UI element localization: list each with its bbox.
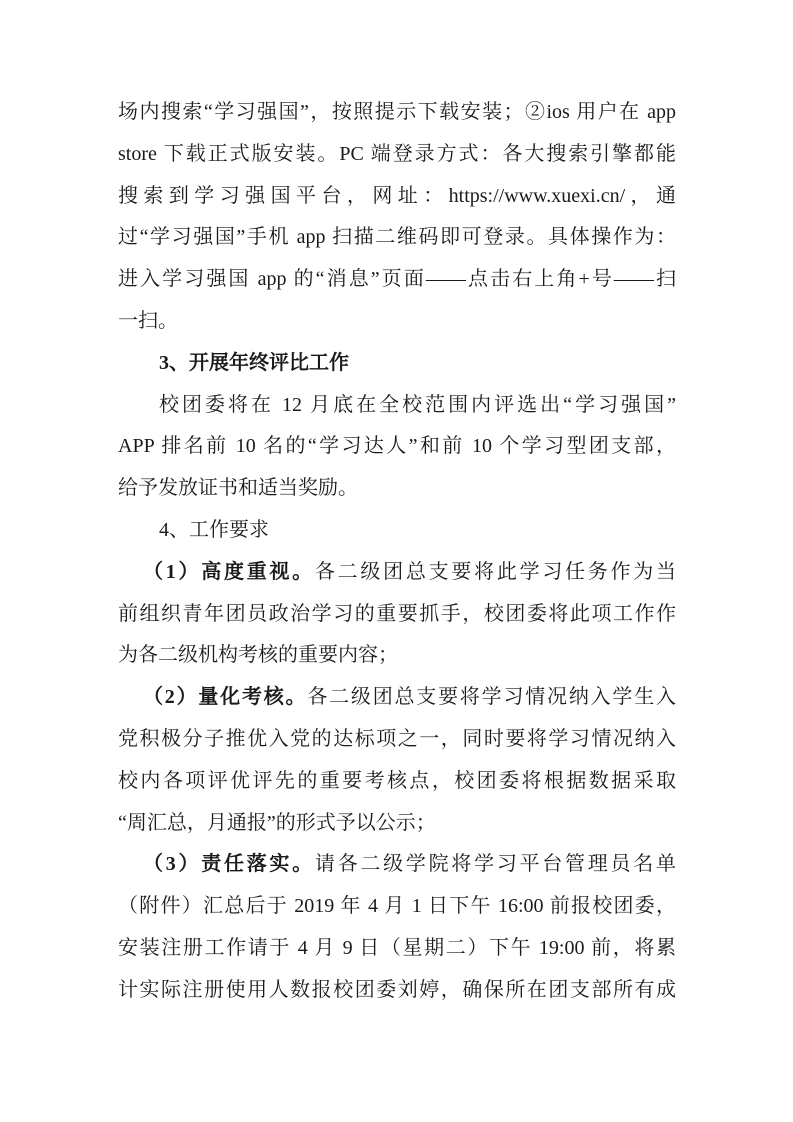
text-line: 场内搜索“学习强国”，按照提示下载安装；②ios 用户在 app bbox=[118, 101, 676, 123]
section-heading: 3、开展年终评比工作 bbox=[159, 351, 349, 374]
requirement-lead: （2）量化考核。 bbox=[143, 686, 308, 709]
text-line: （附件）汇总后于 2019 年 4 月 1 日下午 16:00 前报校团委， bbox=[118, 895, 676, 918]
paragraph-requirement-1 bbox=[118, 552, 676, 677]
requirement-lead: （1）高度重视。 bbox=[143, 560, 315, 583]
paragraph-heading-work-requirements bbox=[118, 510, 676, 552]
requirement-text: 各二级团总支要将此学习任务作为当 bbox=[314, 560, 676, 583]
requirement-text: 各二级团总支要将学习情况纳入学生入 bbox=[307, 686, 676, 709]
text-line: 计实际注册使用人数报校团委刘婷，确保所在团支部所有成 bbox=[118, 978, 676, 1001]
text-line: 党积极分子推优入党的达标项之一，同时要将学习情况纳入 bbox=[118, 727, 676, 750]
text-line: 搜索到学习强国平台，网址：https://www.xuexi.cn/，通 bbox=[118, 184, 676, 207]
text-line: 为各二级机构考核的重要内容； bbox=[118, 644, 398, 667]
text-line: 校团委将在 12 月底在全校范围内评选出“学习强国” bbox=[159, 393, 676, 416]
text-line: 校内各项评优评先的重要考核点，校团委将根据数据采取 bbox=[118, 769, 676, 792]
text-line: store 下载正式版安装。PC 端登录方式：各大搜索引擎都能 bbox=[118, 142, 676, 165]
text-line bbox=[118, 844, 676, 886]
paragraph-award-selection bbox=[118, 385, 676, 510]
text-line: 给予发放证书和适当奖励。 bbox=[118, 477, 358, 500]
text-line: 过“学习强国”手机 app 扫描二维码即可登录。具体操作为： bbox=[118, 226, 676, 249]
section-heading: 4、工作要求 bbox=[159, 518, 269, 541]
text-line bbox=[118, 677, 676, 719]
text-line bbox=[118, 552, 676, 594]
paragraph-heading-year-end-review bbox=[118, 343, 676, 385]
text-line: “周汇总，月通报”的形式予以公示； bbox=[118, 811, 436, 834]
paragraph-install-login-instructions bbox=[118, 92, 676, 343]
requirement-lead: （3）责任落实。 bbox=[143, 853, 315, 876]
paragraph-requirement-3 bbox=[118, 844, 676, 1011]
paragraph-requirement-2 bbox=[118, 677, 676, 844]
requirement-text: 请各二级学院将学习平台管理员名单 bbox=[314, 853, 676, 876]
text-line: APP 排名前 10 名的“学习达人”和前 10 个学习型团支部， bbox=[118, 435, 676, 458]
text-line: 安装注册工作请于 4 月 9 日（星期二）下午 19:00 前，将累 bbox=[118, 936, 676, 959]
text-line: 一扫。 bbox=[118, 309, 178, 332]
text-line: 前组织青年团员政治学习的重要抓手，校团委将此项工作作 bbox=[118, 602, 676, 625]
text-line: 进入学习强国 app 的“消息”页面——点击右上角+号——扫 bbox=[118, 268, 676, 291]
